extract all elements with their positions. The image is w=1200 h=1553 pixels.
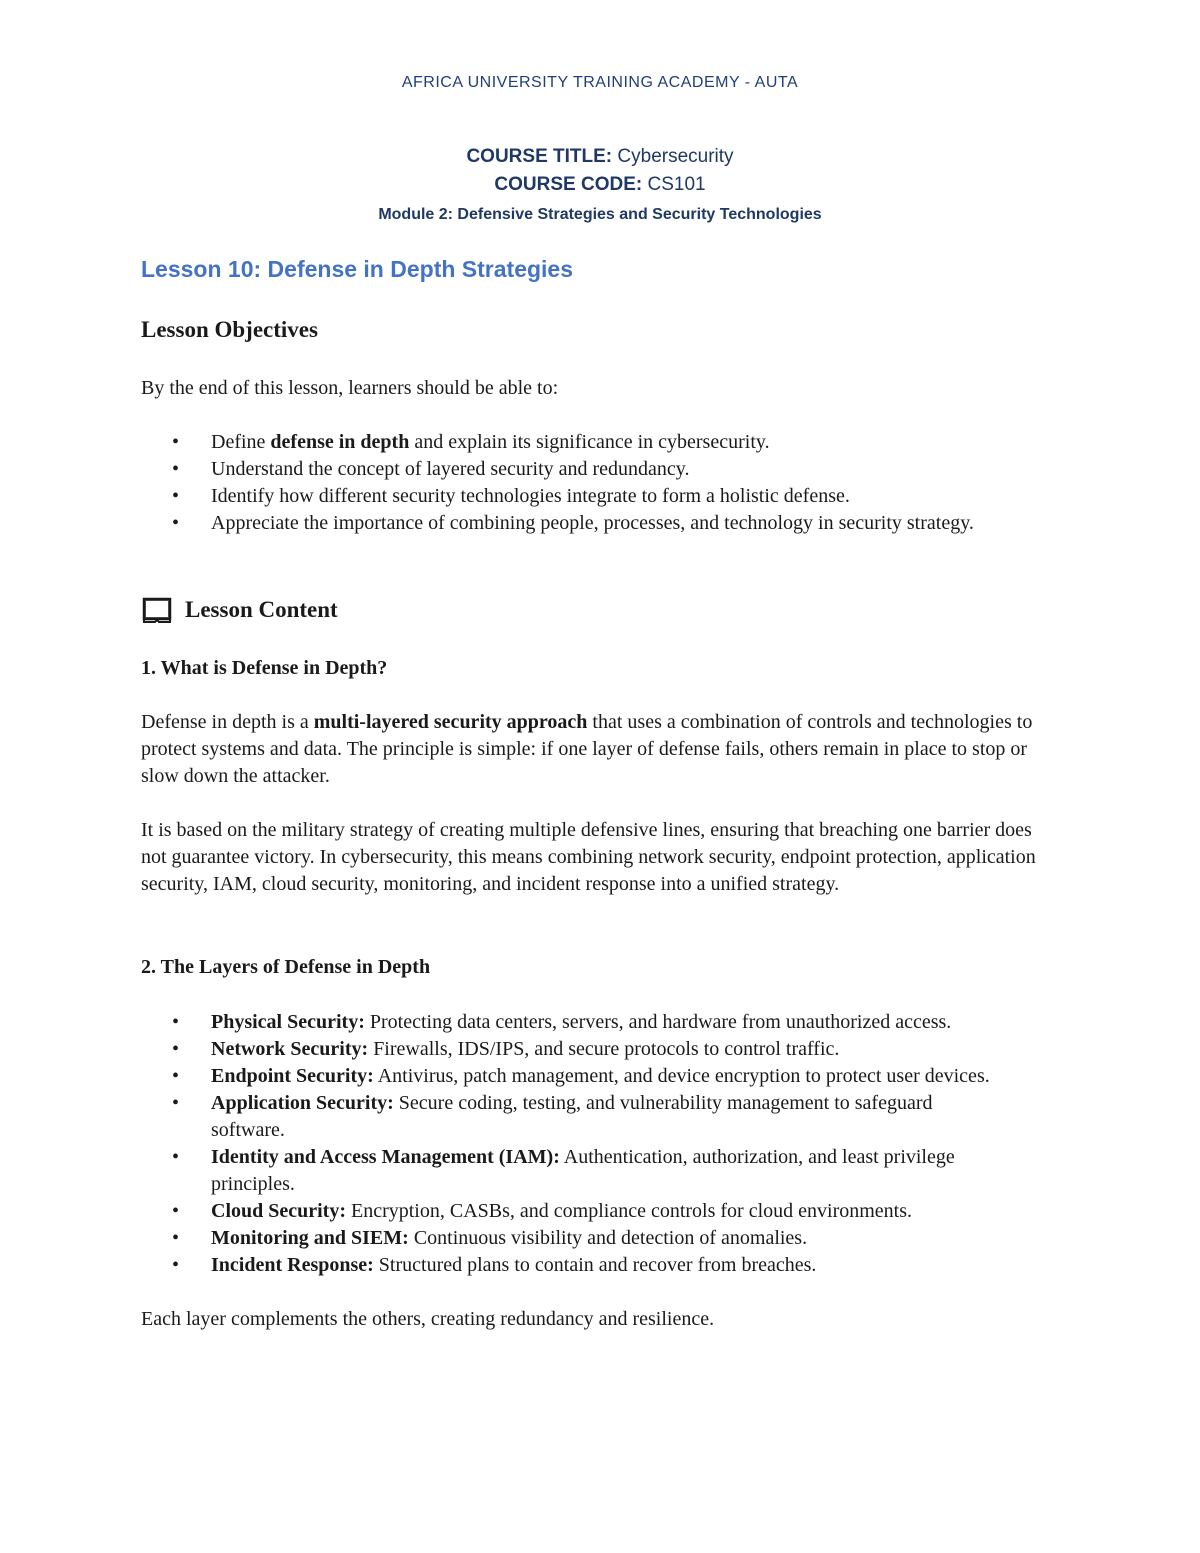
layers-list: [141, 1009, 1061, 1279]
paragraph-text: that uses a combination of controls and technologies to protect systems and data. The principle is simple: if one layer of defense fails, others remain in place to stop or slow down the attacker.: [141, 711, 1033, 787]
paragraph-bold: multi-layered security approach: [313, 711, 588, 733]
list-item-text: Identify how different security technologies integrate to form a holistic defense.: [211, 485, 850, 507]
list-item-text: Protecting data centers, servers, and hardware from unauthorized access.: [364, 1011, 952, 1033]
objectives-heading: Lesson Objectives: [141, 317, 318, 342]
list-item-bold: Identity and Access Management (IAM):: [211, 1146, 560, 1168]
list-item: [141, 1090, 1021, 1144]
page-header: AFRICA UNIVERSITY TRAINING ACADEMY - AUTA: [401, 74, 799, 91]
objectives-list: [141, 429, 1061, 537]
list-item: [141, 1009, 1021, 1036]
paragraph-text: Defense in depth is a: [141, 711, 314, 733]
course-code-label: COURSE CODE:: [494, 174, 643, 195]
list-item: [141, 510, 1061, 537]
lesson-title: Lesson 10: Defense in Depth Strategies: [141, 256, 574, 282]
course-info: [0, 143, 1200, 230]
course-title-value: Cybersecurity: [612, 146, 734, 167]
module-title: Module 2: Defensive Strategies and Security Technologies: [378, 206, 822, 223]
section-heading: 1. What is Defense in Depth?: [141, 657, 388, 679]
list-item-text: Authentication, authorization, and least privilege principles.: [211, 1146, 955, 1195]
closing-paragraph: Each layer complements the others, creating redundancy and resilience.: [141, 1308, 715, 1330]
list-item-text: Define: [211, 431, 271, 453]
list-item-bold: Cloud Security:: [211, 1200, 346, 1222]
paragraph: It is based on the military strategy of creating multiple defensive lines, ensuring that breaching one barrier does not guarantee victory. In cybersecurity, this means combining network security, endpoint protection, application security, IAM, cloud security, monitoring, and incident response into a unified strategy.: [141, 819, 1036, 895]
list-item: [141, 483, 1061, 510]
content-heading: [141, 596, 338, 624]
list-item: [141, 1144, 1021, 1198]
list-item-text: Appreciate the importance of combining people, processes, and technology in security strategy.: [211, 512, 974, 534]
list-item: [141, 1198, 1021, 1225]
section-layers: [141, 954, 1061, 1333]
list-item-text: Structured plans to contain and recover from breaches.: [373, 1254, 817, 1276]
objectives-section: [141, 375, 1061, 537]
list-item-text: Secure coding, testing, and vulnerability management to safeguard software.: [211, 1092, 933, 1141]
list-item-bold: Application Security:: [211, 1092, 394, 1114]
course-title-line: [0, 143, 1200, 171]
list-item-text: Understand the concept of layered security and redundancy.: [211, 458, 690, 480]
list-item: [141, 1252, 1021, 1279]
list-item-bold: Physical Security:: [211, 1011, 365, 1033]
list-item: [141, 1225, 1021, 1252]
list-item-bold: Endpoint Security:: [211, 1065, 374, 1087]
list-item-bold: defense in depth: [270, 431, 410, 453]
list-item-text: and explain its significance in cybersecurity.: [409, 431, 770, 453]
course-code-value: CS101: [642, 174, 706, 195]
list-item-bold: Incident Response:: [211, 1254, 374, 1276]
list-item-text: Continuous visibility and detection of anomalies.: [408, 1227, 808, 1249]
list-item: [141, 429, 1061, 456]
list-item: [141, 456, 1061, 483]
objectives-intro: By the end of this lesson, learners should be able to:: [141, 377, 559, 399]
section-what-is: [141, 655, 1061, 898]
list-item: [141, 1063, 1021, 1090]
list-item-bold: Monitoring and SIEM:: [211, 1227, 409, 1249]
list-item-text: Firewalls, IDS/IPS, and secure protocols to control traffic.: [368, 1038, 840, 1060]
course-code-line: [0, 171, 1200, 199]
section-heading: 2. The Layers of Defense in Depth: [141, 956, 431, 978]
list-item-bold: Network Security:: [211, 1038, 369, 1060]
list-item-text: Antivirus, patch management, and device encryption to protect user devices.: [373, 1065, 990, 1087]
course-title-label: COURSE TITLE:: [466, 146, 613, 167]
list-item-text: Encryption, CASBs, and compliance controls for cloud environments.: [346, 1200, 913, 1222]
book-icon: [141, 596, 175, 624]
content-heading-text: Lesson Content: [185, 597, 338, 622]
list-item: [141, 1036, 1021, 1063]
paragraph: [141, 709, 1061, 790]
